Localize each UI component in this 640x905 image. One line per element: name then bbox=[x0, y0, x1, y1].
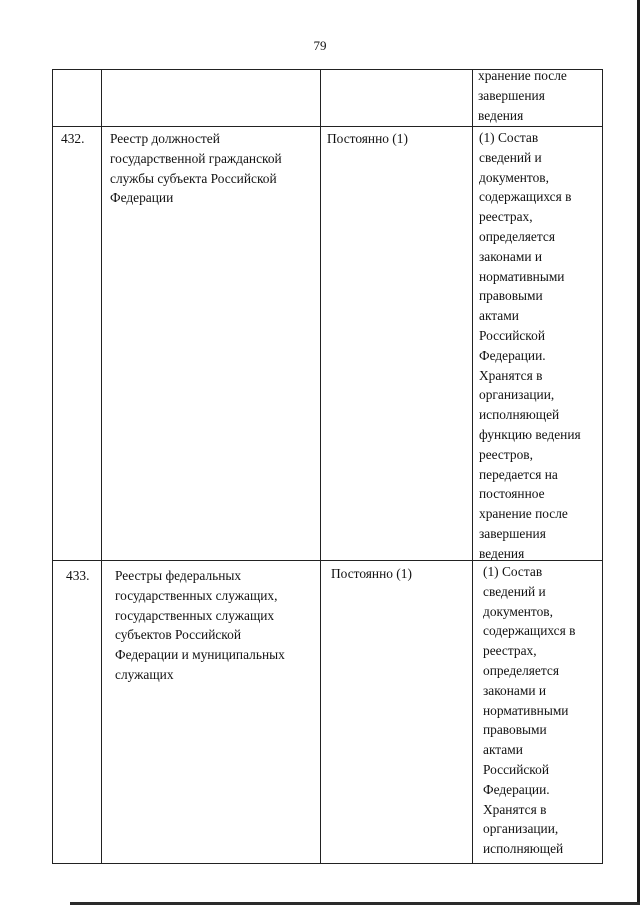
title-line: государственных служащих, bbox=[115, 587, 278, 603]
note-line: законами и bbox=[483, 682, 547, 698]
note-line: Хранятся в bbox=[479, 367, 543, 383]
row-number: 433. bbox=[66, 568, 90, 583]
note-line: ведения bbox=[479, 545, 525, 561]
note-line: реестров, bbox=[479, 446, 533, 462]
note-line: Российской bbox=[479, 327, 545, 343]
title-line: Федерации и муниципальных bbox=[115, 647, 285, 663]
note-line: передается на bbox=[479, 466, 558, 482]
title-line: службы субъекта Российской bbox=[110, 170, 277, 186]
note-line: актами bbox=[479, 308, 519, 324]
retention-term: Постоянно (1) bbox=[327, 131, 408, 146]
table-divider-title bbox=[320, 69, 321, 864]
table-border-bottom bbox=[52, 863, 603, 864]
note-line: организации, bbox=[479, 387, 555, 403]
record-note bbox=[483, 562, 575, 859]
note-line: Российской bbox=[483, 761, 549, 777]
table-divider-term bbox=[472, 69, 473, 864]
title-line: государственной гражданской bbox=[110, 150, 282, 166]
note-line: завершения bbox=[478, 87, 545, 103]
note-line: постоянное bbox=[479, 486, 545, 502]
title-line: государственных служащих bbox=[115, 607, 275, 623]
note-line: документов, bbox=[483, 603, 553, 619]
note-line: Федерации. bbox=[479, 347, 546, 363]
title-line: субъектов Российской bbox=[115, 627, 241, 643]
note-line: Хранятся в bbox=[483, 801, 547, 817]
note-line: хранение после bbox=[479, 506, 568, 522]
title-line: Реестр должностей bbox=[110, 131, 220, 146]
note-line: хранение после bbox=[478, 68, 567, 83]
record-note bbox=[479, 128, 581, 564]
row-number: 432. bbox=[61, 131, 85, 146]
note-line: организации, bbox=[483, 821, 559, 837]
table-border-right bbox=[602, 69, 603, 864]
note-line: законами и bbox=[479, 248, 543, 264]
note-line: исполняющей bbox=[479, 407, 560, 423]
table-divider-num bbox=[101, 69, 102, 864]
note-line: (1) Состав bbox=[479, 130, 539, 145]
note-line: ведения bbox=[478, 107, 524, 123]
title-line: Реестры федеральных bbox=[115, 568, 242, 583]
note-line: определяется bbox=[483, 662, 559, 678]
record-title bbox=[110, 129, 282, 208]
note-line: реестрах, bbox=[483, 643, 537, 659]
table-border-left bbox=[52, 69, 53, 864]
note-line: (1) Состав bbox=[483, 564, 543, 579]
note-line: нормативными bbox=[479, 268, 565, 284]
row-divider-432 bbox=[52, 126, 603, 127]
note-line: актами bbox=[483, 742, 523, 758]
note-line: Федерации. bbox=[483, 781, 550, 797]
record-title bbox=[115, 566, 285, 685]
note-line: правовыми bbox=[483, 722, 547, 738]
page-number: 79 bbox=[313, 38, 327, 53]
retention-term: Постоянно (1) bbox=[331, 566, 412, 581]
note-line: реестрах, bbox=[479, 209, 533, 225]
note-line: функцию ведения bbox=[479, 426, 581, 442]
title-line: Федерации bbox=[110, 190, 174, 206]
note-line: содержащихся в bbox=[483, 623, 576, 639]
note-line: нормативными bbox=[483, 702, 569, 718]
note-line: сведений и bbox=[483, 583, 546, 599]
note-line: определяется bbox=[479, 228, 555, 244]
title-line: служащих bbox=[115, 666, 174, 682]
note-line: исполняющей bbox=[483, 841, 564, 857]
note-line: завершения bbox=[479, 525, 546, 541]
note-line: сведений и bbox=[479, 149, 542, 165]
note-line: содержащихся в bbox=[479, 189, 572, 205]
note-line: документов, bbox=[479, 169, 549, 185]
note-line: правовыми bbox=[479, 288, 543, 304]
continuation-note bbox=[478, 66, 567, 125]
